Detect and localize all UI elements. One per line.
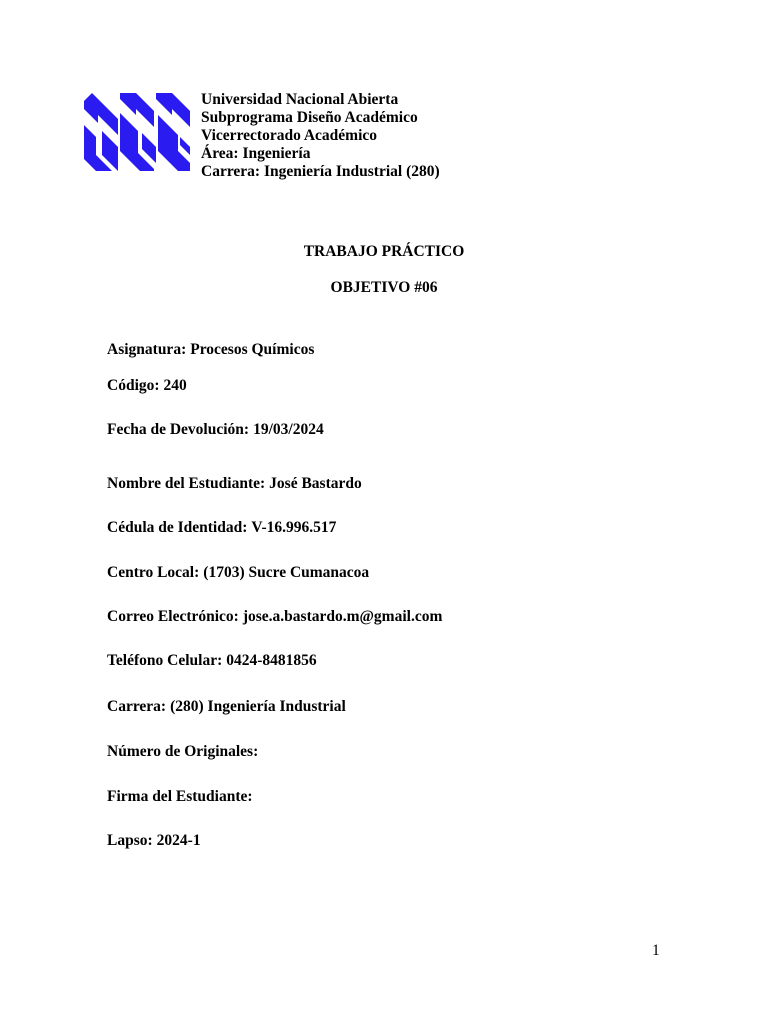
field-lapso — [107, 832, 201, 850]
field-label: Asignatura: — [107, 341, 187, 358]
field-value: 240 — [163, 377, 187, 394]
document-objective: OBJETIVO #06 — [330, 279, 438, 296]
header-vicerrectorado: Vicerrectorado Académico — [201, 127, 378, 144]
field-label: Firma del Estudiante: — [107, 788, 253, 805]
institution-header — [201, 91, 440, 181]
field-cedula — [107, 519, 336, 537]
field-firma — [107, 788, 257, 806]
field-label: Cédula de Identidad: — [107, 519, 248, 536]
header-area: Área: Ingeniería — [201, 145, 311, 162]
field-carrera — [107, 698, 346, 716]
field-label: Nombre del Estudiante: — [107, 475, 266, 492]
field-nombre-estudiante — [107, 475, 362, 493]
field-numero-originales — [107, 743, 262, 761]
field-label: Fecha de Devolución: — [107, 421, 250, 438]
field-asignatura — [107, 341, 314, 359]
field-label: Carrera: — [107, 698, 167, 715]
field-telefono — [107, 652, 317, 670]
field-value: (280) Ingeniería Industrial — [170, 698, 346, 715]
header-career: Carrera: Ingeniería Industrial (280) — [201, 163, 440, 180]
field-label: Centro Local: — [107, 564, 200, 581]
field-label: Lapso: — [107, 832, 153, 849]
header-university: Universidad Nacional Abierta — [201, 91, 399, 108]
field-fecha-devolucion — [107, 421, 324, 439]
field-correo — [107, 608, 442, 626]
field-value: 2024-1 — [156, 832, 201, 849]
field-value: (1703) Sucre Cumanacoa — [203, 564, 370, 581]
document-title: TRABAJO PRÁCTICO — [303, 243, 465, 260]
page-number: 1 — [652, 942, 660, 959]
field-label: Número de Originales: — [107, 743, 259, 760]
field-value: 0424-8481856 — [226, 652, 317, 669]
field-codigo — [107, 377, 187, 395]
header-subprogram: Subprograma Diseño Académico — [201, 109, 418, 126]
university-logo-icon — [84, 93, 190, 171]
field-value: V-16.996.517 — [251, 519, 337, 536]
field-label: Teléfono Celular: — [107, 652, 223, 669]
field-label: Código: — [107, 377, 160, 394]
field-value: Procesos Químicos — [190, 341, 315, 358]
field-label: Correo Electrónico: — [107, 608, 239, 625]
field-value: 19/03/2024 — [253, 421, 324, 438]
field-value: José Bastardo — [269, 475, 362, 492]
field-value: jose.a.bastardo.m@gmail.com — [242, 608, 443, 625]
field-centro-local — [107, 564, 369, 582]
